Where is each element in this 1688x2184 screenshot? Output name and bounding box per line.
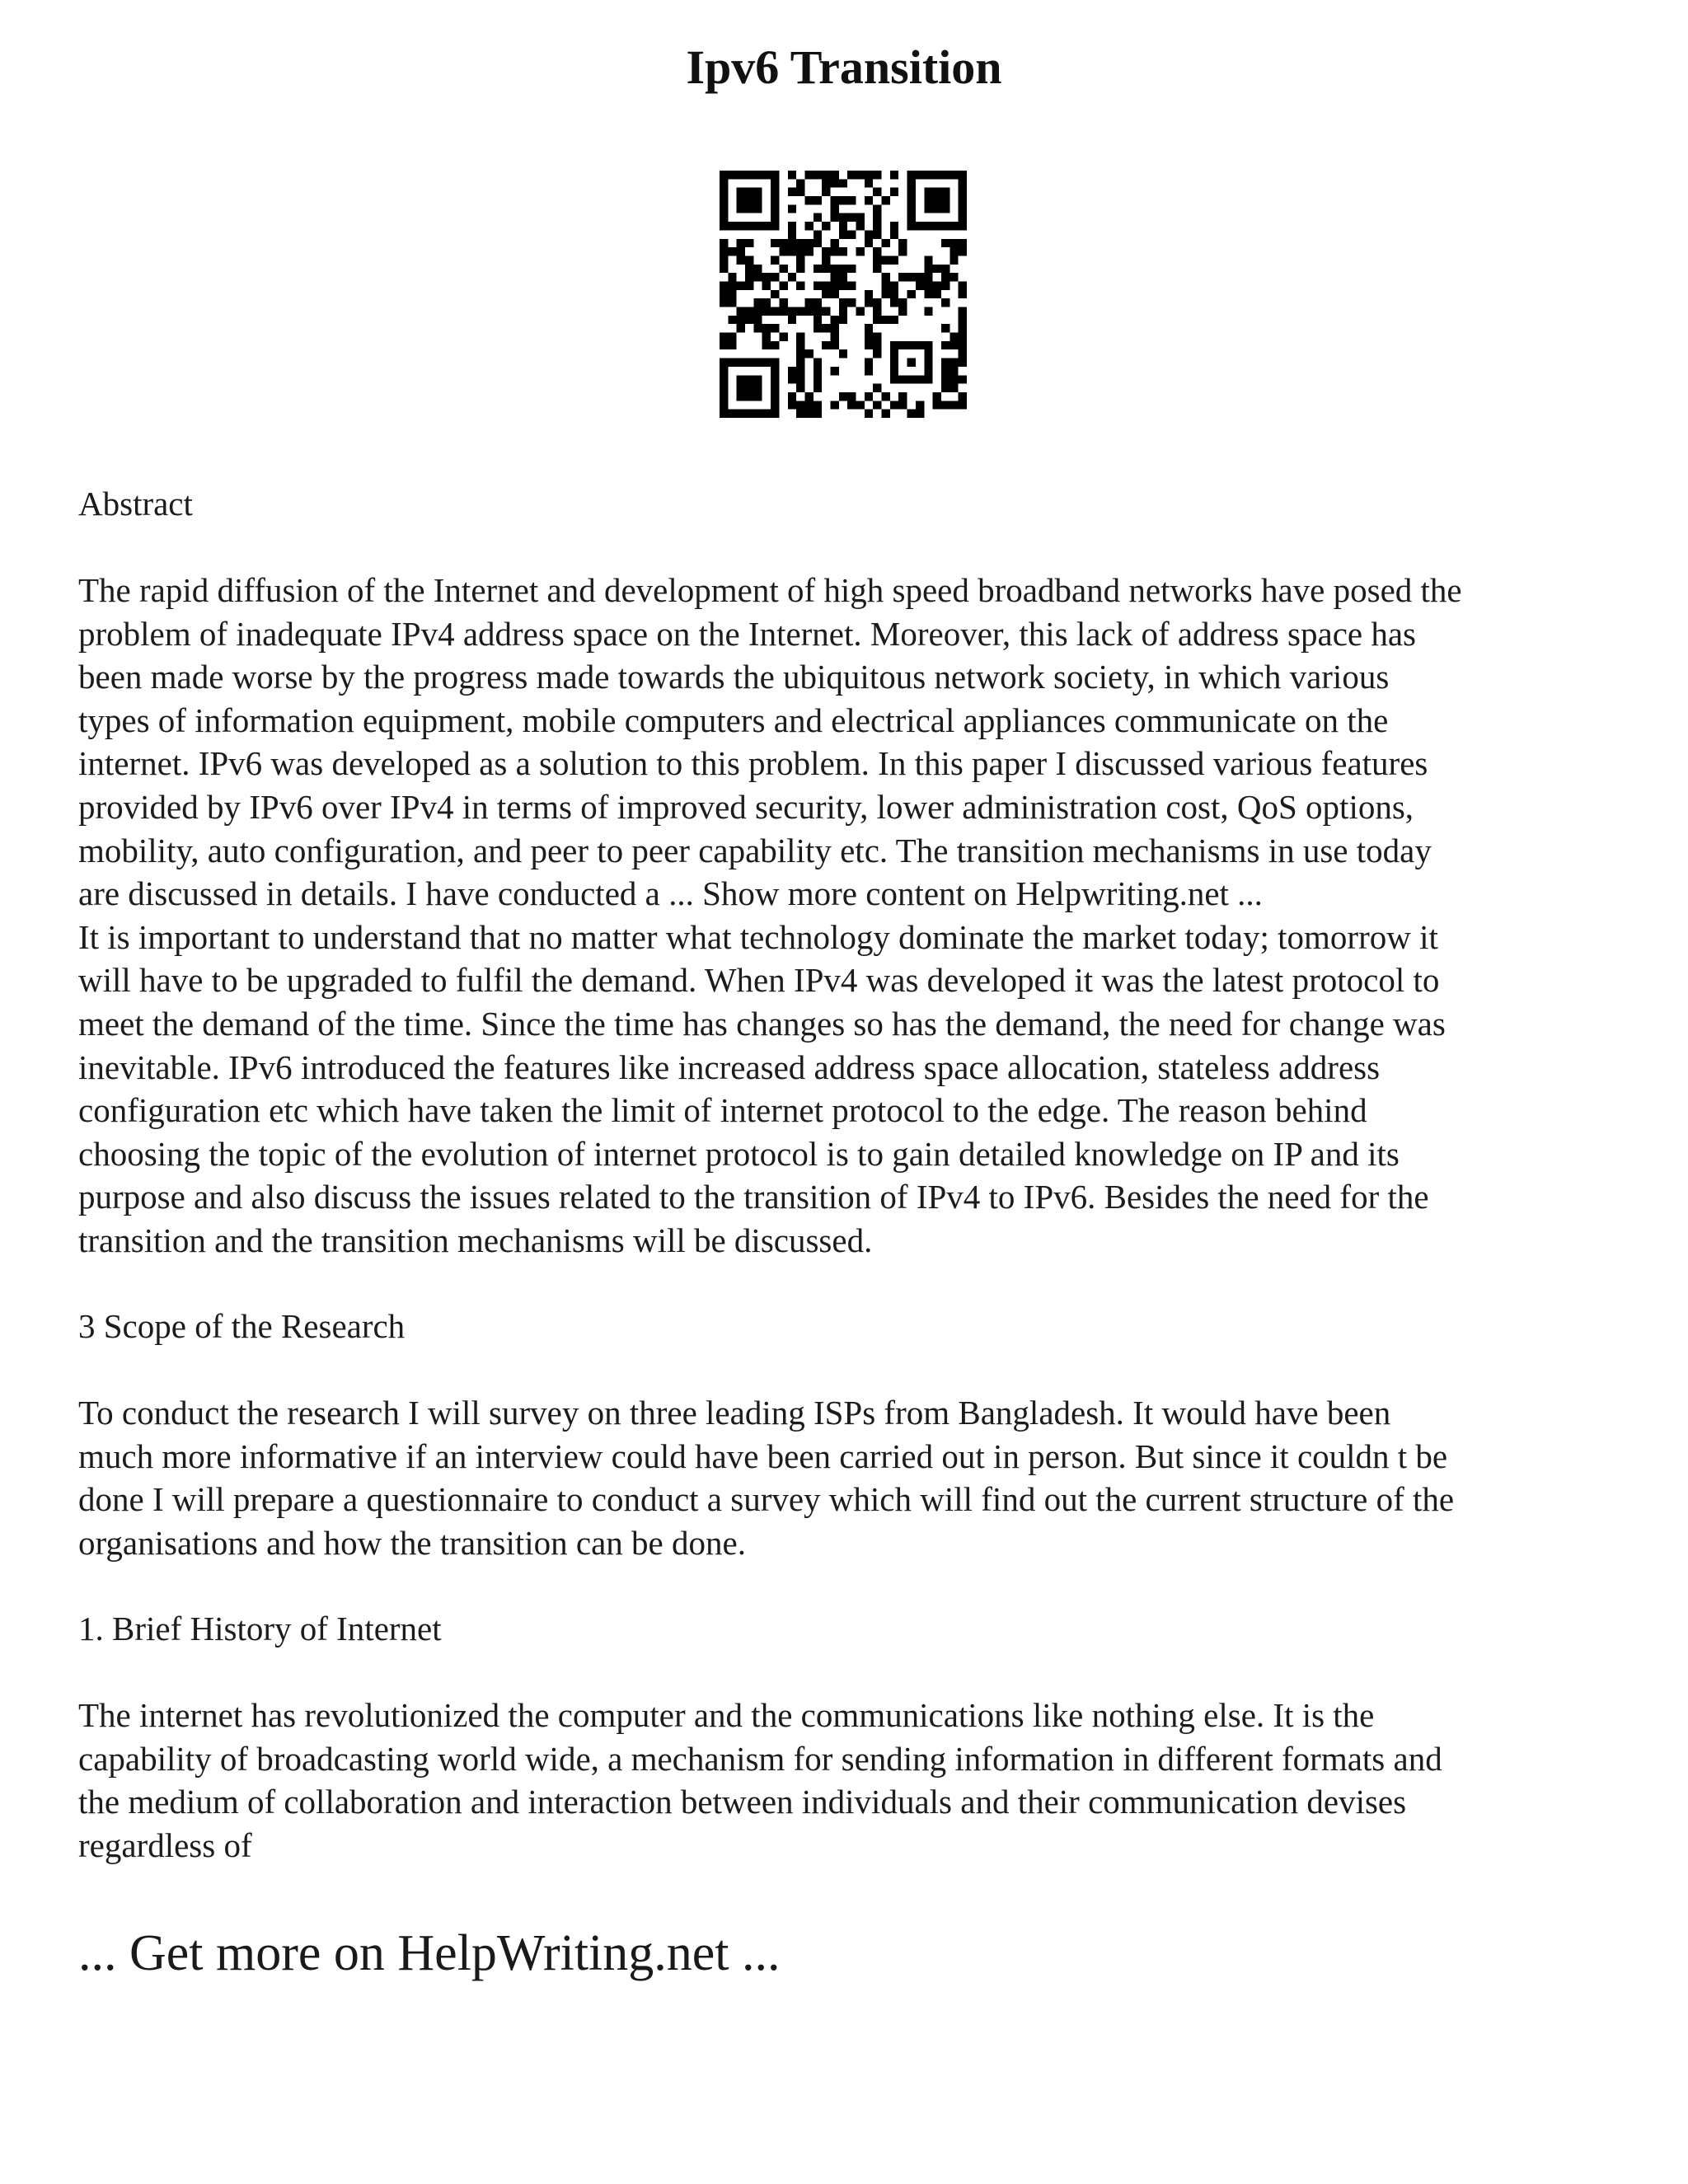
abstract-body: The rapid diffusion of the Internet and development of high speed broadband networks have posed the problem of inadequate IPv4 address space on the Internet. Moreover, this lack of address space has been made worse by the progress made towards the ubiquitous network society, in which various types of information equipment, mobile computers and electrical appliances communicate on the internet. IPv6 was developed as a solution to this problem. In this paper I discussed various features provided by IPv6 over IPv4 in terms of improved security, lower administration cost, QoS options, mobility, auto configuration, and peer to peer capability etc. The transition mechanisms in use today are discussed in details. I have conducted a ... Show more content on Helpwriting.net ... It is important to understand that no matter what technology dominate the market today; tomorrow it will have to be upgraded to fulfil the demand. When IPv4 was developed it was the latest protocol to meet the demand of the time. Since the time has changes so has the demand, the need for change was inevitable. IPv6 introduced the features like increased address space allocation, stateless address configuration etc which have taken the limit of internet protocol to the edge. The reason behind choosing the topic of the evolution of internet protocol is to gain detailed knowledge on IP and its purpose and also discuss the issues related to the transition of IPv4 to IPv6. Besides the need for the transition and the transition mechanisms will be discussed. [78, 571, 1462, 1259]
history-heading: 1. Brief History of Internet [78, 1610, 442, 1647]
history-body: The internet has revolutionized the computer and the communications like nothing else. It is the capability of broadcasting world wide, a mechanism for sending information in different formats and the medium of collaboration and interaction between individuals and their communication devises regardless of [78, 1696, 1442, 1864]
document-title: Ipv6 Transition [686, 40, 1002, 94]
abstract-heading: Abstract [78, 485, 193, 523]
get-more-link[interactable]: ... Get more on HelpWriting.net ... [78, 1925, 781, 1981]
scope-heading: 3 Scope of the Research [78, 1307, 406, 1345]
scope-body: To conduct the research I will survey on three leading ISPs from Bangladesh. It would have been much more informative if an interview could have been carried out in person. But since it couldn t be done I will prepare a questionnaire to conduct a survey which will find out the current structure of the organisations and how the transition can be done. [78, 1394, 1455, 1562]
qr-code-image[interactable] [720, 171, 967, 418]
